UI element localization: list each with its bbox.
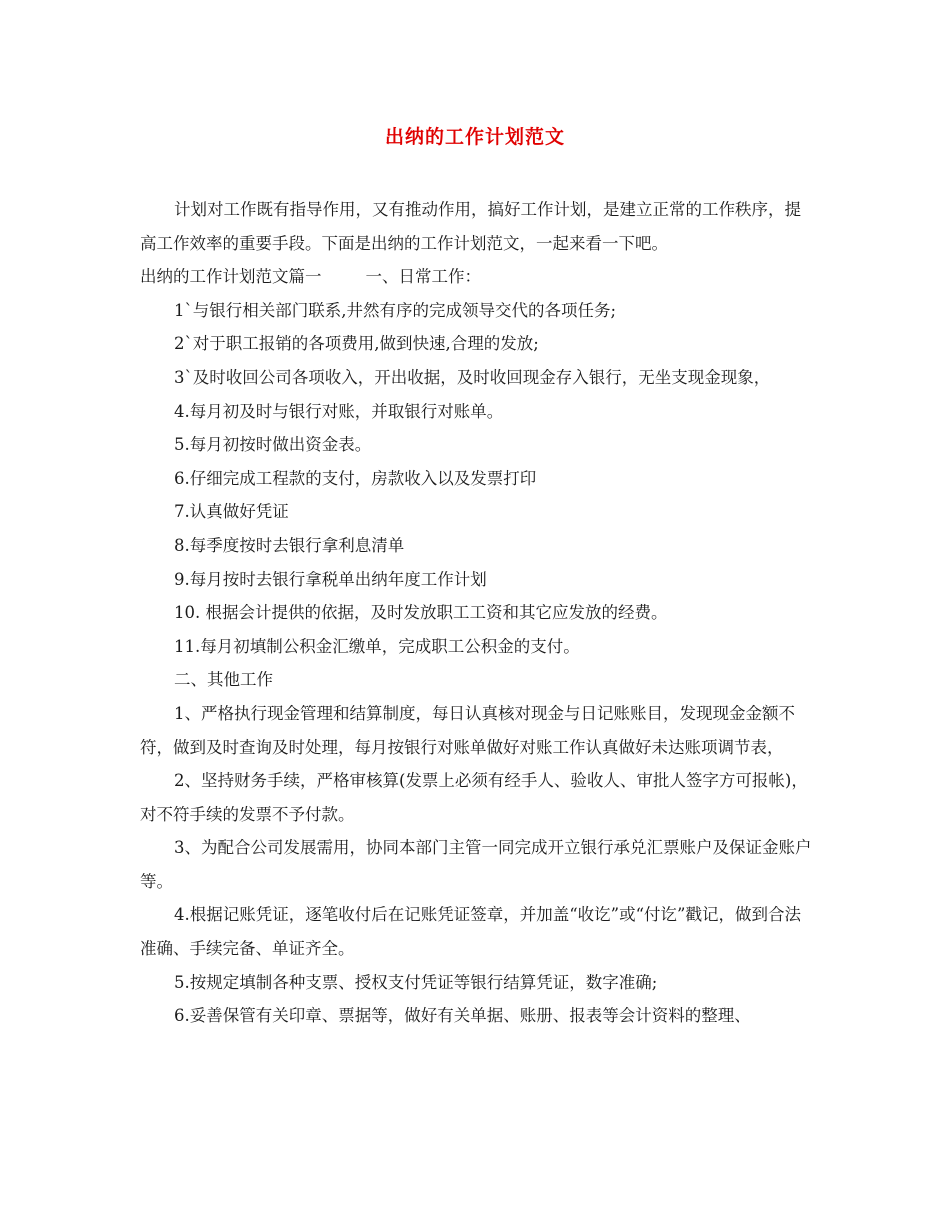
intro-paragraph: 计划对工作既有指导作用，又有推动作用，搞好工作计划，是建立正常的工作秩序，提高工作效率的重要手段。下面是出纳的工作计划范文，一起来看一下吧。 [140,200,801,253]
list-item: 1`与银行相关部门联系,井然有序的完成领导交代的各项任务; [174,300,617,320]
document-body [140,193,812,1033]
list-item: 5.每月初按时做出资金表。 [174,435,372,455]
document-title: 出纳的工作计划范文 [384,126,565,148]
list-item: 2、坚持财务手续，严格审核算(发票上必须有经手人、验收人、审批人签字方可报帐)，对不符手续的发票不予付款。 [140,771,808,824]
section-heading-1 [140,260,812,294]
list-item: 9.每月按时去银行拿税单出纳年度工作计划 [174,569,487,589]
section-heading-2: 二、其他工作 [174,670,273,690]
list-item: 11.每月初填制公积金汇缴单，完成职工公积金的支付。 [174,636,580,656]
list-item: 10. 根据会计提供的依据，及时发放职工工资和其它应发放的经费。 [174,603,668,623]
list-item: 1、严格执行现金管理和结算制度，每日认真核对现金与日记账账目，发现现金金额不符，做到及时查询及时处理，每月按银行对账单做好对账工作认真做好未达账项调节表， [140,703,795,757]
list-item: 4.根据记账凭证，逐笔收付后在记账凭证签章，并加盖“收讫”或“付讫”戳记，做到合法准确、手续完备、单证齐全。 [140,905,801,959]
list-item: 8.每季度按时去银行拿利息清单 [174,535,405,555]
list-item: 3、为配合公司发展需用，协同本部门主管一同完成开立银行承兑汇票账户及保证金账户等。 [140,838,812,891]
section-heading-1-subtitle: 一、日常工作： [365,267,481,287]
list-item: 3`及时收回公司各项收入，开出收据，及时收回现金存入银行，无坐支现金现象， [174,367,771,387]
list-item: 4.每月初及时与银行对账，并取银行对账单。 [174,401,504,421]
list-item: 7.认真做好凭证 [174,502,289,522]
list-item: 5.按规定填制各种支票、授权支付凭证等银行结算凭证，数字准确; [174,972,658,992]
list-item: 6.妥善保管有关印章、票据等，做好有关单据、账册、报表等会计资料的整理、 [174,1006,751,1026]
section-heading-1-title: 出纳的工作计划范文篇一 [140,267,322,287]
list-item: 6.仔细完成工程款的支付，房款收入以及发票打印 [174,468,537,488]
list-item: 2`对于职工报销的各项费用,做到快速,合理的发放; [174,334,539,354]
